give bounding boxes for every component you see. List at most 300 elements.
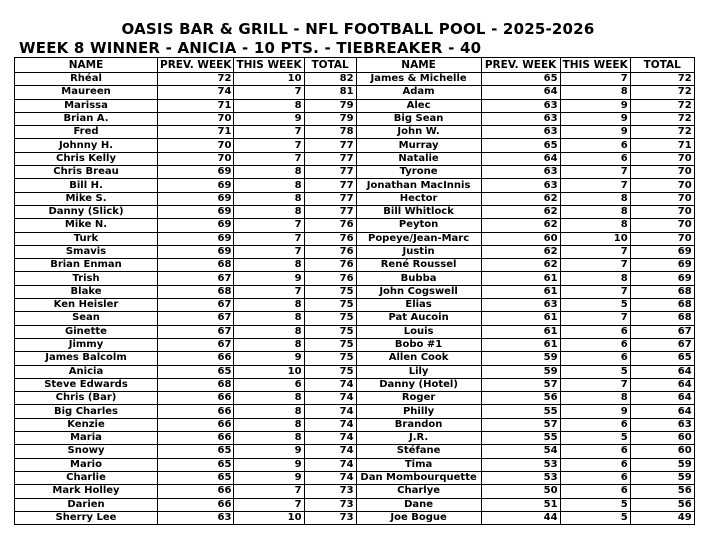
this-week-points: 7: [234, 126, 304, 139]
total-points: 70: [630, 179, 694, 192]
col-header-this-week: THIS WEEK: [560, 58, 630, 73]
this-week-points: 8: [234, 405, 304, 418]
total-points: 73: [304, 498, 356, 511]
this-week-points: 7: [560, 166, 630, 179]
prev-week-points: 62: [481, 192, 560, 205]
prev-week-points: 69: [158, 205, 234, 218]
table-row: [15, 73, 695, 86]
table-row: [15, 152, 695, 165]
prev-week-points: 62: [481, 219, 560, 232]
total-points: 82: [304, 73, 356, 86]
total-points: 78: [304, 126, 356, 139]
prev-week-points: 63: [481, 112, 560, 125]
this-week-points: 7: [234, 152, 304, 165]
player-name: J.R.: [356, 432, 481, 445]
this-week-points: 7: [234, 86, 304, 99]
player-name: Dane: [356, 498, 481, 511]
player-name: Mario: [15, 458, 158, 471]
prev-week-points: 66: [158, 418, 234, 431]
total-points: 77: [304, 192, 356, 205]
week-winner-subtitle: WEEK 8 WINNER - ANICIA - 10 PTS. - TIEBREAKER - 40: [19, 39, 482, 57]
prev-week-points: 66: [158, 392, 234, 405]
this-week-points: 9: [234, 112, 304, 125]
this-week-points: 7: [234, 485, 304, 498]
total-points: 74: [304, 471, 356, 484]
player-name: Bill Whitlock: [356, 205, 481, 218]
player-name: Mike S.: [15, 192, 158, 205]
this-week-points: 8: [234, 205, 304, 218]
total-points: 69: [630, 245, 694, 258]
total-points: 64: [630, 378, 694, 391]
prev-week-points: 63: [481, 126, 560, 139]
total-points: 73: [304, 485, 356, 498]
header-row: [15, 58, 695, 73]
prev-week-points: 65: [158, 365, 234, 378]
prev-week-points: 72: [158, 73, 234, 86]
this-week-points: 8: [234, 338, 304, 351]
player-name: Philly: [356, 405, 481, 418]
player-name: Trish: [15, 272, 158, 285]
player-name: Danny (Slick): [15, 205, 158, 218]
player-name: Bill H.: [15, 179, 158, 192]
this-week-points: 7: [234, 285, 304, 298]
total-points: 74: [304, 458, 356, 471]
this-week-points: 8: [234, 418, 304, 431]
player-name: Turk: [15, 232, 158, 245]
player-name: Fred: [15, 126, 158, 139]
player-name: Snowy: [15, 445, 158, 458]
table-row: [15, 338, 695, 351]
player-name: Charlie: [15, 471, 158, 484]
prev-week-points: 62: [481, 259, 560, 272]
total-points: 75: [304, 338, 356, 351]
this-week-points: 5: [560, 498, 630, 511]
prev-week-points: 54: [481, 445, 560, 458]
total-points: 74: [304, 445, 356, 458]
total-points: 75: [304, 325, 356, 338]
prev-week-points: 53: [481, 458, 560, 471]
total-points: 81: [304, 86, 356, 99]
table-row: [15, 126, 695, 139]
total-points: 75: [304, 365, 356, 378]
col-header-total: TOTAL: [630, 58, 694, 73]
player-name: Maria: [15, 432, 158, 445]
player-name: Chris Breau: [15, 166, 158, 179]
player-name: Joe Bogue: [356, 511, 481, 524]
this-week-points: 10: [560, 232, 630, 245]
prev-week-points: 69: [158, 232, 234, 245]
prev-week-points: 64: [481, 152, 560, 165]
this-week-points: 7: [560, 179, 630, 192]
table-row: [15, 458, 695, 471]
table-row: [15, 405, 695, 418]
player-name: Mike N.: [15, 219, 158, 232]
this-week-points: 6: [560, 338, 630, 351]
this-week-points: 6: [560, 485, 630, 498]
total-points: 77: [304, 179, 356, 192]
prev-week-points: 66: [158, 405, 234, 418]
player-name: Anicia: [15, 365, 158, 378]
col-header-name: NAME: [356, 58, 481, 73]
player-name: Ginette: [15, 325, 158, 338]
this-week-points: 8: [560, 392, 630, 405]
player-name: Jonathan MacInnis: [356, 179, 481, 192]
player-name: Lily: [356, 365, 481, 378]
total-points: 68: [630, 312, 694, 325]
prev-week-points: 63: [158, 511, 234, 524]
prev-week-points: 62: [481, 205, 560, 218]
total-points: 64: [630, 405, 694, 418]
total-points: 76: [304, 245, 356, 258]
this-week-points: 7: [234, 232, 304, 245]
total-points: 70: [630, 205, 694, 218]
this-week-points: 9: [234, 352, 304, 365]
player-name: Maureen: [15, 86, 158, 99]
table-row: [15, 245, 695, 258]
table-row: [15, 498, 695, 511]
player-name: Sherry Lee: [15, 511, 158, 524]
prev-week-points: 68: [158, 378, 234, 391]
this-week-points: 6: [560, 325, 630, 338]
table-row: [15, 365, 695, 378]
player-name: Danny (Hotel): [356, 378, 481, 391]
this-week-points: 8: [234, 192, 304, 205]
total-points: 68: [630, 285, 694, 298]
prev-week-points: 66: [158, 498, 234, 511]
total-points: 77: [304, 139, 356, 152]
table-row: [15, 259, 695, 272]
prev-week-points: 50: [481, 485, 560, 498]
this-week-points: 9: [560, 99, 630, 112]
total-points: 72: [630, 126, 694, 139]
prev-week-points: 65: [158, 445, 234, 458]
table-row: [15, 219, 695, 232]
prev-week-points: 61: [481, 312, 560, 325]
total-points: 76: [304, 232, 356, 245]
total-points: 72: [630, 86, 694, 99]
prev-week-points: 44: [481, 511, 560, 524]
table-row: [15, 99, 695, 112]
this-week-points: 8: [234, 259, 304, 272]
prev-week-points: 74: [158, 86, 234, 99]
prev-week-points: 61: [481, 325, 560, 338]
table-row: [15, 432, 695, 445]
col-header-total: TOTAL: [304, 58, 356, 73]
prev-week-points: 66: [158, 432, 234, 445]
total-points: 79: [304, 112, 356, 125]
total-points: 74: [304, 432, 356, 445]
player-name: René Roussel: [356, 259, 481, 272]
this-week-points: 7: [560, 245, 630, 258]
prev-week-points: 61: [481, 272, 560, 285]
table-row: [15, 232, 695, 245]
prev-week-points: 61: [481, 338, 560, 351]
prev-week-points: 63: [481, 166, 560, 179]
prev-week-points: 56: [481, 392, 560, 405]
prev-week-points: 67: [158, 325, 234, 338]
player-name: Tyrone: [356, 166, 481, 179]
prev-week-points: 68: [158, 285, 234, 298]
player-name: Peyton: [356, 219, 481, 232]
col-header-this-week: THIS WEEK: [234, 58, 304, 73]
total-points: 63: [630, 418, 694, 431]
prev-week-points: 65: [481, 139, 560, 152]
table-row: [15, 192, 695, 205]
prev-week-points: 70: [158, 112, 234, 125]
player-name: Ken Heisler: [15, 299, 158, 312]
prev-week-points: 55: [481, 405, 560, 418]
table-row: [15, 272, 695, 285]
total-points: 74: [304, 378, 356, 391]
total-points: 76: [304, 259, 356, 272]
total-points: 56: [630, 485, 694, 498]
col-header-prev-week: PREV. WEEK: [158, 58, 234, 73]
this-week-points: 6: [234, 378, 304, 391]
total-points: 72: [630, 99, 694, 112]
this-week-points: 5: [560, 511, 630, 524]
player-name: Big Sean: [356, 112, 481, 125]
player-name: John W.: [356, 126, 481, 139]
col-header-prev-week: PREV. WEEK: [481, 58, 560, 73]
this-week-points: 8: [234, 99, 304, 112]
prev-week-points: 55: [481, 432, 560, 445]
this-week-points: 8: [234, 325, 304, 338]
total-points: 64: [630, 392, 694, 405]
this-week-points: 9: [234, 458, 304, 471]
prev-week-points: 69: [158, 166, 234, 179]
player-name: Elias: [356, 299, 481, 312]
table-row: [15, 325, 695, 338]
player-name: Johnny H.: [15, 139, 158, 152]
total-points: 64: [630, 365, 694, 378]
prev-week-points: 71: [158, 99, 234, 112]
this-week-points: 9: [560, 112, 630, 125]
this-week-points: 10: [234, 511, 304, 524]
player-name: James & Michelle: [356, 73, 481, 86]
this-week-points: 9: [560, 126, 630, 139]
this-week-points: 8: [234, 299, 304, 312]
prev-week-points: 57: [481, 418, 560, 431]
this-week-points: 8: [560, 272, 630, 285]
table-row: [15, 378, 695, 391]
table-row: [15, 299, 695, 312]
player-name: Rhéal: [15, 73, 158, 86]
total-points: 68: [630, 299, 694, 312]
this-week-points: 10: [234, 73, 304, 86]
this-week-points: 6: [560, 471, 630, 484]
total-points: 74: [304, 392, 356, 405]
table-row: [15, 205, 695, 218]
this-week-points: 6: [560, 352, 630, 365]
player-name: Adam: [356, 86, 481, 99]
table-row: [15, 352, 695, 365]
this-week-points: 8: [234, 392, 304, 405]
this-week-points: 9: [234, 272, 304, 285]
total-points: 59: [630, 458, 694, 471]
player-name: Allen Cook: [356, 352, 481, 365]
this-week-points: 8: [234, 179, 304, 192]
prev-week-points: 64: [481, 86, 560, 99]
table-row: [15, 392, 695, 405]
table-row: [15, 445, 695, 458]
prev-week-points: 67: [158, 338, 234, 351]
prev-week-points: 63: [481, 179, 560, 192]
this-week-points: 7: [560, 73, 630, 86]
table-row: [15, 139, 695, 152]
player-name: Louis: [356, 325, 481, 338]
this-week-points: 6: [560, 418, 630, 431]
total-points: 60: [630, 432, 694, 445]
prev-week-points: 70: [158, 152, 234, 165]
player-name: Smavis: [15, 245, 158, 258]
this-week-points: 6: [560, 152, 630, 165]
player-name: Murray: [356, 139, 481, 152]
player-name: Jimmy: [15, 338, 158, 351]
this-week-points: 8: [234, 432, 304, 445]
this-week-points: 6: [560, 139, 630, 152]
prev-week-points: 67: [158, 299, 234, 312]
table-row: [15, 86, 695, 99]
player-name: Chris (Bar): [15, 392, 158, 405]
player-name: Sean: [15, 312, 158, 325]
this-week-points: 6: [560, 445, 630, 458]
player-name: Roger: [356, 392, 481, 405]
player-name: Dan Mombourquette: [356, 471, 481, 484]
prev-week-points: 66: [158, 352, 234, 365]
prev-week-points: 59: [481, 365, 560, 378]
player-name: Hector: [356, 192, 481, 205]
player-name: Alec: [356, 99, 481, 112]
total-points: 69: [630, 259, 694, 272]
player-name: Steve Edwards: [15, 378, 158, 391]
this-week-points: 7: [560, 378, 630, 391]
prev-week-points: 69: [158, 179, 234, 192]
total-points: 70: [630, 152, 694, 165]
player-name: Mark Holley: [15, 485, 158, 498]
prev-week-points: 61: [481, 285, 560, 298]
total-points: 67: [630, 325, 694, 338]
total-points: 79: [304, 99, 356, 112]
total-points: 60: [630, 445, 694, 458]
total-points: 70: [630, 166, 694, 179]
player-name: Tima: [356, 458, 481, 471]
player-name: Popeye/Jean-Marc: [356, 232, 481, 245]
prev-week-points: 60: [481, 232, 560, 245]
total-points: 75: [304, 312, 356, 325]
total-points: 74: [304, 405, 356, 418]
this-week-points: 7: [234, 498, 304, 511]
table-row: [15, 485, 695, 498]
total-points: 70: [630, 232, 694, 245]
prev-week-points: 65: [158, 458, 234, 471]
this-week-points: 7: [560, 285, 630, 298]
this-week-points: 7: [234, 245, 304, 258]
prev-week-points: 70: [158, 139, 234, 152]
this-week-points: 9: [560, 405, 630, 418]
total-points: 67: [630, 338, 694, 351]
table-row: [15, 112, 695, 125]
this-week-points: 5: [560, 365, 630, 378]
prev-week-points: 65: [158, 471, 234, 484]
player-name: Marissa: [15, 99, 158, 112]
total-points: 77: [304, 166, 356, 179]
table-row: [15, 285, 695, 298]
this-week-points: 10: [234, 365, 304, 378]
total-points: 77: [304, 205, 356, 218]
total-points: 74: [304, 418, 356, 431]
this-week-points: 7: [234, 139, 304, 152]
total-points: 59: [630, 471, 694, 484]
player-name: Natalie: [356, 152, 481, 165]
this-week-points: 8: [560, 86, 630, 99]
player-name: Kenzie: [15, 418, 158, 431]
table-row: [15, 179, 695, 192]
prev-week-points: 67: [158, 312, 234, 325]
player-name: Big Charles: [15, 405, 158, 418]
player-name: Blake: [15, 285, 158, 298]
player-name: Brian A.: [15, 112, 158, 125]
this-week-points: 8: [560, 192, 630, 205]
total-points: 70: [630, 192, 694, 205]
player-name: Bobo #1: [356, 338, 481, 351]
table-row: [15, 312, 695, 325]
total-points: 75: [304, 299, 356, 312]
this-week-points: 8: [234, 312, 304, 325]
prev-week-points: 51: [481, 498, 560, 511]
this-week-points: 8: [560, 219, 630, 232]
this-week-points: 7: [234, 219, 304, 232]
table-row: [15, 166, 695, 179]
prev-week-points: 69: [158, 219, 234, 232]
total-points: 69: [630, 272, 694, 285]
player-name: James Balcolm: [15, 352, 158, 365]
total-points: 72: [630, 112, 694, 125]
total-points: 56: [630, 498, 694, 511]
total-points: 73: [304, 511, 356, 524]
prev-week-points: 59: [481, 352, 560, 365]
prev-week-points: 65: [481, 73, 560, 86]
table-row: [15, 511, 695, 524]
prev-week-points: 68: [158, 259, 234, 272]
standings-table: [14, 57, 695, 525]
total-points: 77: [304, 152, 356, 165]
table-row: [15, 471, 695, 484]
this-week-points: 8: [234, 166, 304, 179]
prev-week-points: 53: [481, 471, 560, 484]
total-points: 75: [304, 352, 356, 365]
pool-title: OASIS BAR & GRILL - NFL FOOTBALL POOL - 2025-2026: [121, 20, 595, 38]
player-name: Stéfane: [356, 445, 481, 458]
total-points: 72: [630, 73, 694, 86]
this-week-points: 9: [234, 445, 304, 458]
col-header-name: NAME: [15, 58, 158, 73]
this-week-points: 9: [234, 471, 304, 484]
player-name: Brandon: [356, 418, 481, 431]
prev-week-points: 66: [158, 485, 234, 498]
prev-week-points: 57: [481, 378, 560, 391]
prev-week-points: 63: [481, 299, 560, 312]
this-week-points: 5: [560, 432, 630, 445]
total-points: 70: [630, 219, 694, 232]
player-name: Bubba: [356, 272, 481, 285]
total-points: 75: [304, 285, 356, 298]
total-points: 49: [630, 511, 694, 524]
prev-week-points: 67: [158, 272, 234, 285]
table-row: [15, 418, 695, 431]
total-points: 76: [304, 219, 356, 232]
this-week-points: 6: [560, 458, 630, 471]
prev-week-points: 69: [158, 192, 234, 205]
